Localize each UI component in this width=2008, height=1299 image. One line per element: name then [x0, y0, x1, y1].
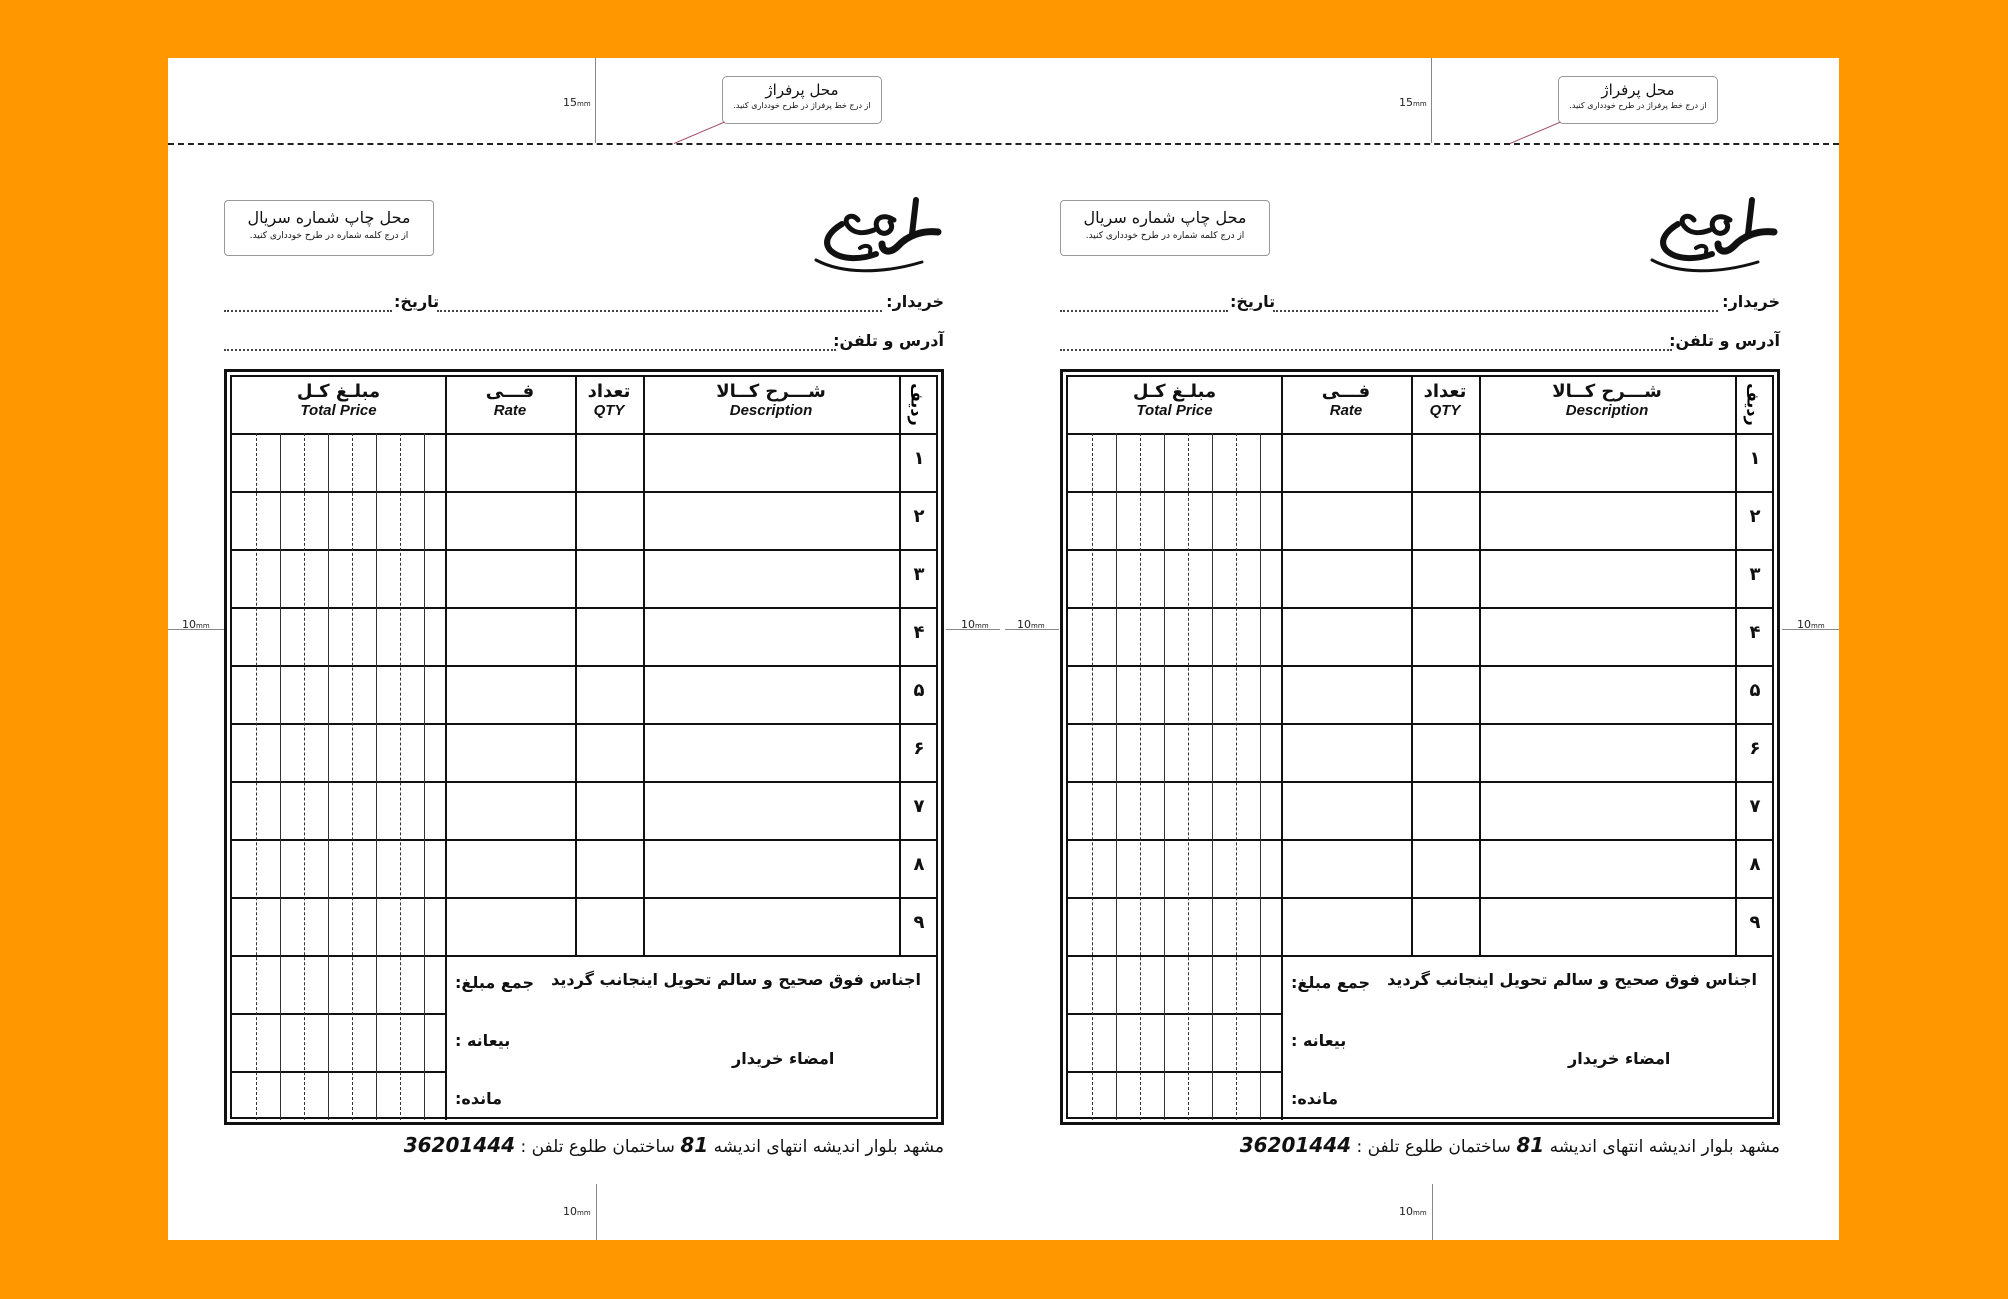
price-subdivider [280, 433, 281, 1120]
serial-number-box [224, 200, 434, 256]
total-amount-label: جمع مبلغ: [455, 973, 535, 992]
price-subdivider [1236, 433, 1237, 1120]
row-number: ۵ [1749, 680, 1761, 701]
row-number: ۸ [913, 854, 925, 875]
header-qty: تعداد QTY [587, 381, 631, 419]
items-table-inner [1066, 375, 1774, 1119]
items-table [1060, 369, 1780, 1125]
row-number: ۸ [1749, 854, 1761, 875]
row-divider [232, 607, 936, 609]
date-label: تاریخ: [394, 292, 440, 311]
items-table-inner [230, 375, 938, 1119]
total-row-divider [1068, 1013, 1281, 1015]
total-amount-label: جمع مبلغ: [1291, 973, 1371, 992]
dimension-side-left: 10mm [182, 618, 210, 631]
header-divider [1068, 433, 1772, 435]
dimension-bottom-right: 10mm [1399, 1205, 1427, 1218]
date-line [1060, 310, 1228, 312]
deposit-label: بیعانه : [455, 1031, 511, 1050]
row-divider [1068, 607, 1772, 609]
row-divider [232, 723, 936, 725]
dimension-side-middle-b: 10mm [1017, 618, 1045, 631]
header-rate: فـــی Rate [1321, 381, 1371, 419]
serial-note: از درج کلمه شماره در طرح خودداری کنید. [249, 231, 409, 241]
header-description: شـــرح کــالا Description [1552, 381, 1662, 419]
invoice-form-right [1060, 58, 1780, 1240]
address-phone-label: آدرس و تلفن: [1669, 331, 1780, 350]
invoice-form-left [224, 58, 944, 1240]
received-note: اجناس فوق صحیح و سالم تحویل اینجانب گردید [551, 970, 921, 989]
deposit-label: بیعانه : [1291, 1031, 1347, 1050]
address-phone-line [224, 349, 836, 351]
row-divider [1068, 839, 1772, 841]
row-number: ۲ [913, 506, 925, 527]
row-divider [1068, 665, 1772, 667]
perforation-note: از درج خط پرفراژ در طرح خودداری کنید. [1569, 101, 1707, 110]
row-number: ۹ [913, 912, 925, 933]
dimension-side-right: 10mm [1797, 618, 1825, 631]
buyer-signature-label: امضاء خریدار [732, 1049, 835, 1068]
header-row-number: ردیف [907, 383, 927, 426]
buyer-signature-label: امضاء خریدار [1568, 1049, 1671, 1068]
serial-title: محل چاپ شماره سریال [247, 208, 411, 227]
row-divider [1068, 723, 1772, 725]
row-divider [1068, 897, 1772, 899]
date-label: تاریخ: [1230, 292, 1276, 311]
price-subdivider [328, 433, 329, 1120]
total-row-divider [232, 1013, 445, 1015]
row-number: ۶ [913, 738, 925, 759]
header-total-price: مبلـغ کـل Total Price [1132, 381, 1217, 419]
price-subdivider [376, 433, 377, 1120]
price-subdivider [1116, 433, 1117, 1120]
col-divider-rate [445, 377, 447, 1120]
buyer-label: خریدار: [886, 292, 944, 311]
row-divider [1068, 491, 1772, 493]
row-number: ۷ [913, 796, 925, 817]
row-number: ۳ [1749, 564, 1761, 585]
row-divider [232, 665, 936, 667]
remaining-label: مانده: [1291, 1089, 1339, 1108]
total-row-divider [1068, 1071, 1281, 1073]
buyer-label: خریدار: [1722, 292, 1780, 311]
row-number: ۴ [913, 622, 925, 643]
header-description: شـــرح کــالا Description [716, 381, 826, 419]
header-qty: تعداد QTY [1423, 381, 1467, 419]
date-line [224, 310, 392, 312]
price-subdivider [304, 433, 305, 1120]
row-number: ۳ [913, 564, 925, 585]
remaining-label: مانده: [455, 1089, 503, 1108]
row-divider [232, 549, 936, 551]
row-divider [232, 955, 936, 957]
header-row-number: ردیف [1743, 383, 1763, 426]
serial-title: محل چاپ شماره سریال [1083, 208, 1247, 227]
serial-note: از درج کلمه شماره در طرح خودداری کنید. [1085, 231, 1245, 241]
dimension-top-left: 15mm [563, 96, 591, 109]
perforation-note: از درج خط پرفراژ در طرح خودداری کنید. [733, 101, 871, 110]
row-divider [232, 781, 936, 783]
items-table [224, 369, 944, 1125]
row-divider [1068, 549, 1772, 551]
buyer-line [1273, 310, 1718, 312]
toloo-calligraphy-logo [812, 190, 942, 280]
received-note: اجناس فوق صحیح و سالم تحویل اینجانب گردید [1387, 970, 1757, 989]
row-divider [232, 897, 936, 899]
dimension-side-middle-a: 10mm [961, 618, 989, 631]
print-sheet [168, 58, 1839, 1240]
perforation-title: محل پرفراژ [1601, 81, 1675, 99]
price-subdivider [1188, 433, 1189, 1120]
price-subdivider [352, 433, 353, 1120]
price-subdivider [1260, 433, 1261, 1120]
address-phone-line [1060, 349, 1672, 351]
address-phone-label: آدرس و تلفن: [833, 331, 944, 350]
row-divider [232, 491, 936, 493]
price-subdivider [1212, 433, 1213, 1120]
row-number: ۱ [1749, 448, 1761, 469]
row-divider [1068, 955, 1772, 957]
row-number: ۴ [1749, 622, 1761, 643]
price-subdivider [424, 433, 425, 1120]
row-number: ۱ [913, 448, 925, 469]
buyer-line [437, 310, 882, 312]
header-divider [232, 433, 936, 435]
company-address: مشهد بلوار اندیشه انتهای اندیشه 81 ساختمان طلوع تلفن : 36201444 [403, 1133, 944, 1157]
row-divider [232, 839, 936, 841]
price-subdivider [256, 433, 257, 1120]
dimension-top-right: 15mm [1399, 96, 1427, 109]
price-subdivider [400, 433, 401, 1120]
price-subdivider [1092, 433, 1093, 1120]
perforation-title: محل پرفراژ [765, 81, 839, 99]
price-subdivider [1140, 433, 1141, 1120]
total-row-divider [232, 1071, 445, 1073]
serial-number-box [1060, 200, 1270, 256]
header-rate: فـــی Rate [485, 381, 535, 419]
toloo-calligraphy-logo [1648, 190, 1778, 280]
company-address: مشهد بلوار اندیشه انتهای اندیشه 81 ساختمان طلوع تلفن : 36201444 [1239, 1133, 1780, 1157]
col-divider-rate [1281, 377, 1283, 1120]
row-number: ۹ [1749, 912, 1761, 933]
row-number: ۵ [913, 680, 925, 701]
row-divider [1068, 781, 1772, 783]
row-number: ۷ [1749, 796, 1761, 817]
row-number: ۶ [1749, 738, 1761, 759]
header-total-price: مبلـغ کـل Total Price [296, 381, 381, 419]
dimension-bottom-left: 10mm [563, 1205, 591, 1218]
price-subdivider [1164, 433, 1165, 1120]
row-number: ۲ [1749, 506, 1761, 527]
